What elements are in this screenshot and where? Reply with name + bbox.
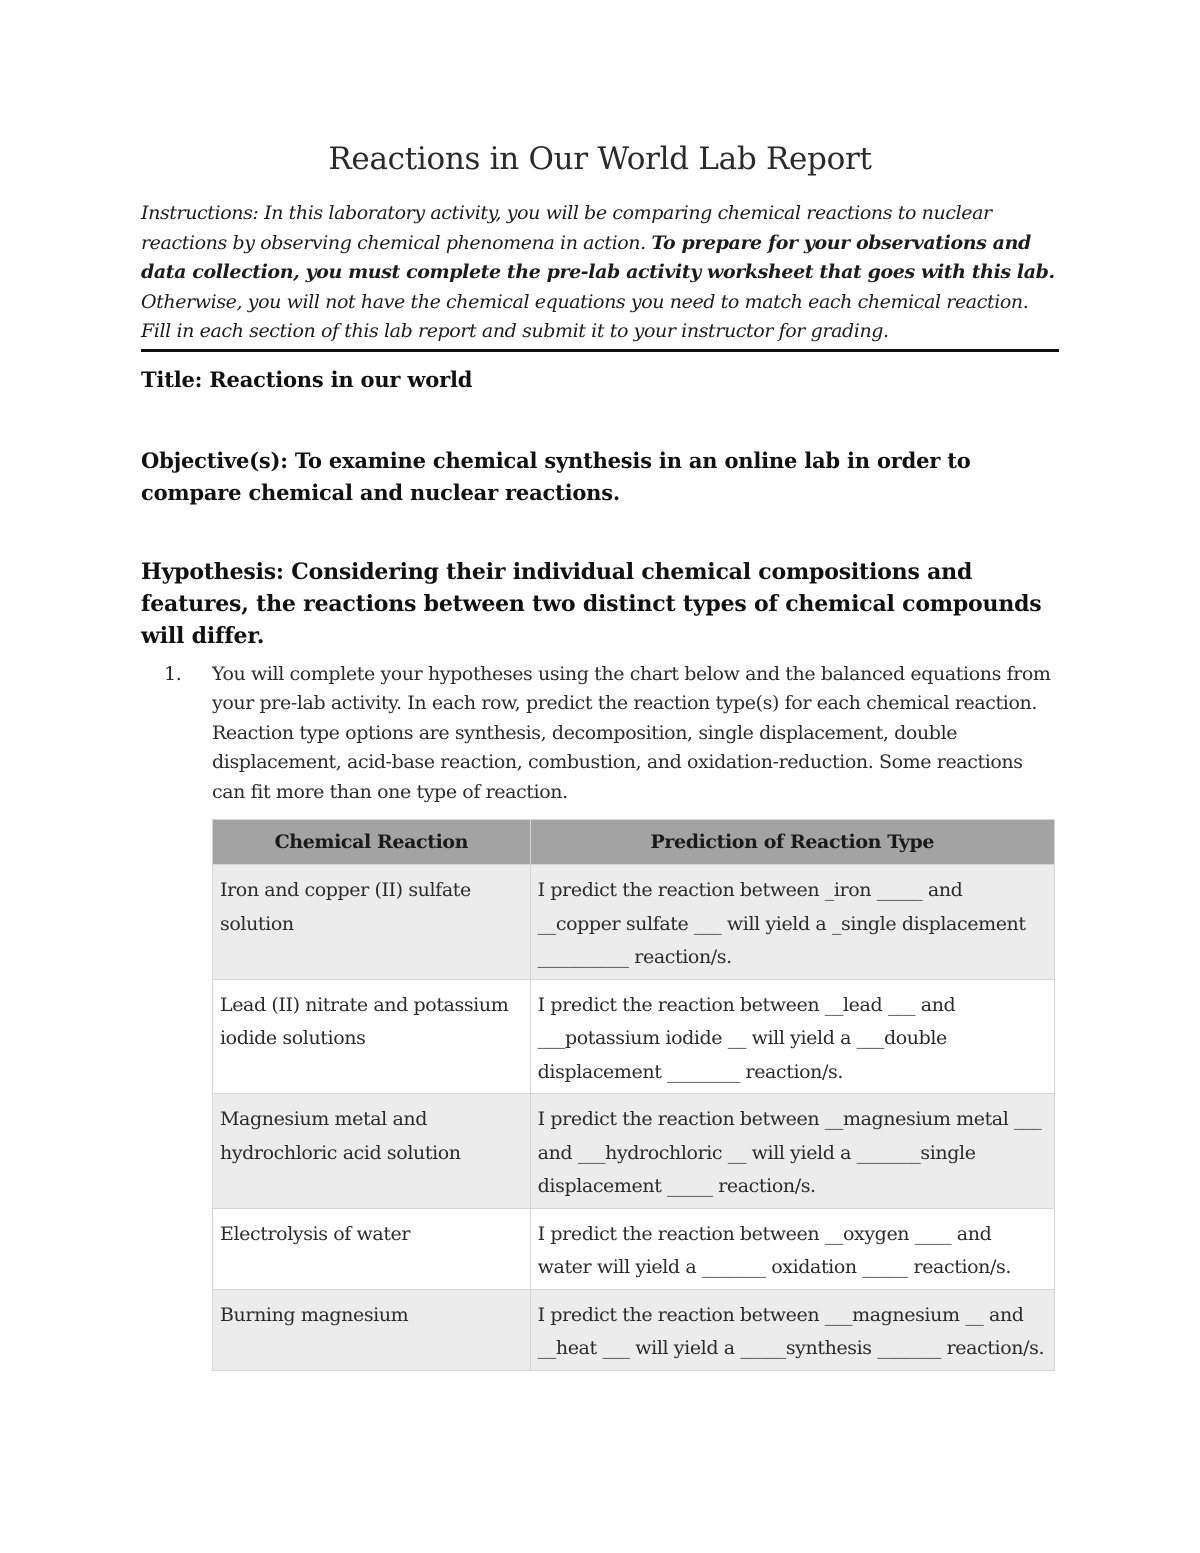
reaction-cell: Burning magnesium [213, 1289, 531, 1370]
table-row [213, 865, 1055, 980]
prediction-cell: I predict the reaction between __oxygen ____ and water will yield a _______ oxidation _____ reaction/s. [530, 1208, 1054, 1289]
prediction-table [212, 819, 1055, 1371]
table-row [213, 1094, 1055, 1209]
prediction-cell: I predict the reaction between __lead ___ and ___potassium iodide __ will yield a ___double displacement ________ reaction/s. [530, 979, 1054, 1094]
list-item [141, 660, 1059, 808]
header-chemical-reaction: Chemical Reaction [213, 820, 531, 865]
list-item-text: You will complete your hypotheses using the chart below and the balanced equations from your pre-lab activity. In each row, predict the reaction type(s) for each chemical reaction. Reaction type options are synthesis, decomposition, single displacement, double displacement, acid-base reaction, combustion, and oxidation-reduction. Some reactions can fit more than one type of reaction. [212, 662, 1051, 803]
header-prediction: Prediction of Reaction Type [530, 820, 1054, 865]
hypothesis-instructions-list [141, 660, 1059, 808]
table-header-row [213, 820, 1055, 865]
instructions-emphasis: To prepare for your observations and data collection, you must complete the pre-lab activity worksheet that goes with this lab. [141, 231, 1055, 283]
reaction-cell: Magnesium metal and hydrochloric acid solution [213, 1094, 531, 1209]
reaction-cell: Electrolysis of water [213, 1208, 531, 1289]
table-row [213, 979, 1055, 1094]
hypothesis-field: Hypothesis: Considering their individual chemical compositions and features, the reactions between two distinct types of chemical compounds will differ. [141, 558, 1042, 649]
instructions-paragraph [141, 199, 1059, 352]
prediction-cell: I predict the reaction between ___magnesium __ and __heat ___ will yield a _____synthesis _______ reaction/s. [530, 1289, 1054, 1370]
lab-report-page [141, 135, 1059, 1371]
objective-field: Objective(s): To examine chemical synthesis in an online lab in order to compare chemical and nuclear reactions. [141, 447, 971, 505]
reaction-cell: Lead (II) nitrate and potassium iodide solutions [213, 979, 531, 1094]
document-title: Reactions in Our World Lab Report [328, 141, 872, 177]
list-item-number: 1. [164, 662, 182, 685]
reaction-cell: Iron and copper (II) sulfate solution [213, 865, 531, 980]
table-row [213, 1208, 1055, 1289]
title-field: Title: Reactions in our world [141, 366, 473, 392]
prediction-cell: I predict the reaction between __magnesium metal ___ and ___hydrochloric __ will yield a _______single displacement _____ reaction/s. [530, 1094, 1054, 1209]
prediction-cell: I predict the reaction between _iron _____ and __copper sulfate ___ will yield a _single displacement __________ reaction/s. [530, 865, 1054, 980]
instructions-intro: Instructions: In this laboratory activity, you will be comparing chemical reactions to nuclear reactions by observing chemical phenomena in action. [141, 202, 992, 254]
instructions-closing: Otherwise, you will not have the chemical equations you need to match each chemical reaction. Fill in each section of this lab report and submit it to your instructor for grading. [141, 290, 1029, 342]
table-row [213, 1289, 1055, 1370]
